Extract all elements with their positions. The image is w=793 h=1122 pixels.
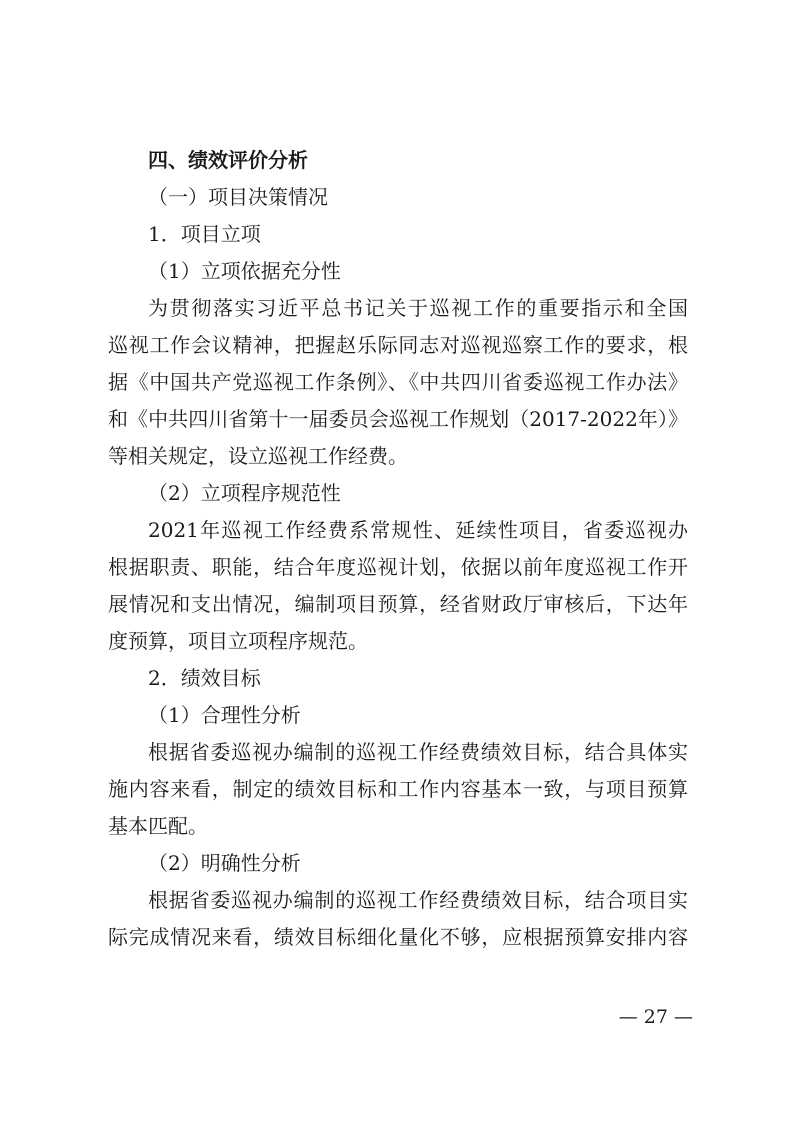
paragraph-line: 根据省委巡视办编制的巡视工作经费绩效目标，结合具体实 (148, 740, 688, 764)
section-heading: 四、绩效评价分析 (148, 148, 308, 172)
subsection-heading: （一）项目决策情况 (148, 185, 328, 209)
paragraph-line: 巡视工作会议精神，把握赵乐际同志对巡视巡察工作的要求，根 (108, 333, 688, 357)
paragraph-line: 根据职责、职能，结合年度巡视计划，依据以前年度巡视工作开 (108, 555, 688, 579)
paragraph-line: 等相关规定，设立巡视工作经费。 (108, 444, 408, 468)
subitem-heading: （1）合理性分析 (148, 703, 301, 727)
page-number: — 27 — (618, 1006, 693, 1028)
subitem-heading: （1）立项依据充分性 (148, 259, 341, 283)
paragraph-line: 基本匹配。 (108, 814, 208, 838)
paragraph-line: 际完成情况来看，绩效目标细化量化不够，应根据预算安排内容 (108, 925, 688, 949)
subitem-heading: （2）明确性分析 (148, 851, 301, 875)
paragraph-line: 和《中共四川省第十一届委员会巡视工作规划（2017-2022年）》 (108, 407, 688, 431)
item-heading: 1．项目立项 (148, 222, 261, 246)
item-heading: 2．绩效目标 (148, 666, 261, 690)
document-body (108, 142, 688, 956)
paragraph-line: 度预算，项目立项程序规范。 (108, 629, 368, 653)
subitem-heading: （2）立项程序规范性 (148, 481, 341, 505)
paragraph-line: 施内容来看，制定的绩效目标和工作内容基本一致，与项目预算 (108, 777, 688, 801)
paragraph-line: 展情况和支出情况，编制项目预算，经省财政厅审核后，下达年 (108, 592, 688, 616)
paragraph-line: 为贯彻落实习近平总书记关于巡视工作的重要指示和全国 (148, 296, 688, 320)
paragraph-line: 根据省委巡视办编制的巡视工作经费绩效目标，结合项目实 (148, 888, 688, 912)
paragraph-line: 2021年巡视工作经费系常规性、延续性项目，省委巡视办 (148, 518, 688, 542)
paragraph-line: 据《中国共产党巡视工作条例》、《中共四川省委巡视工作办法》 (108, 370, 688, 394)
